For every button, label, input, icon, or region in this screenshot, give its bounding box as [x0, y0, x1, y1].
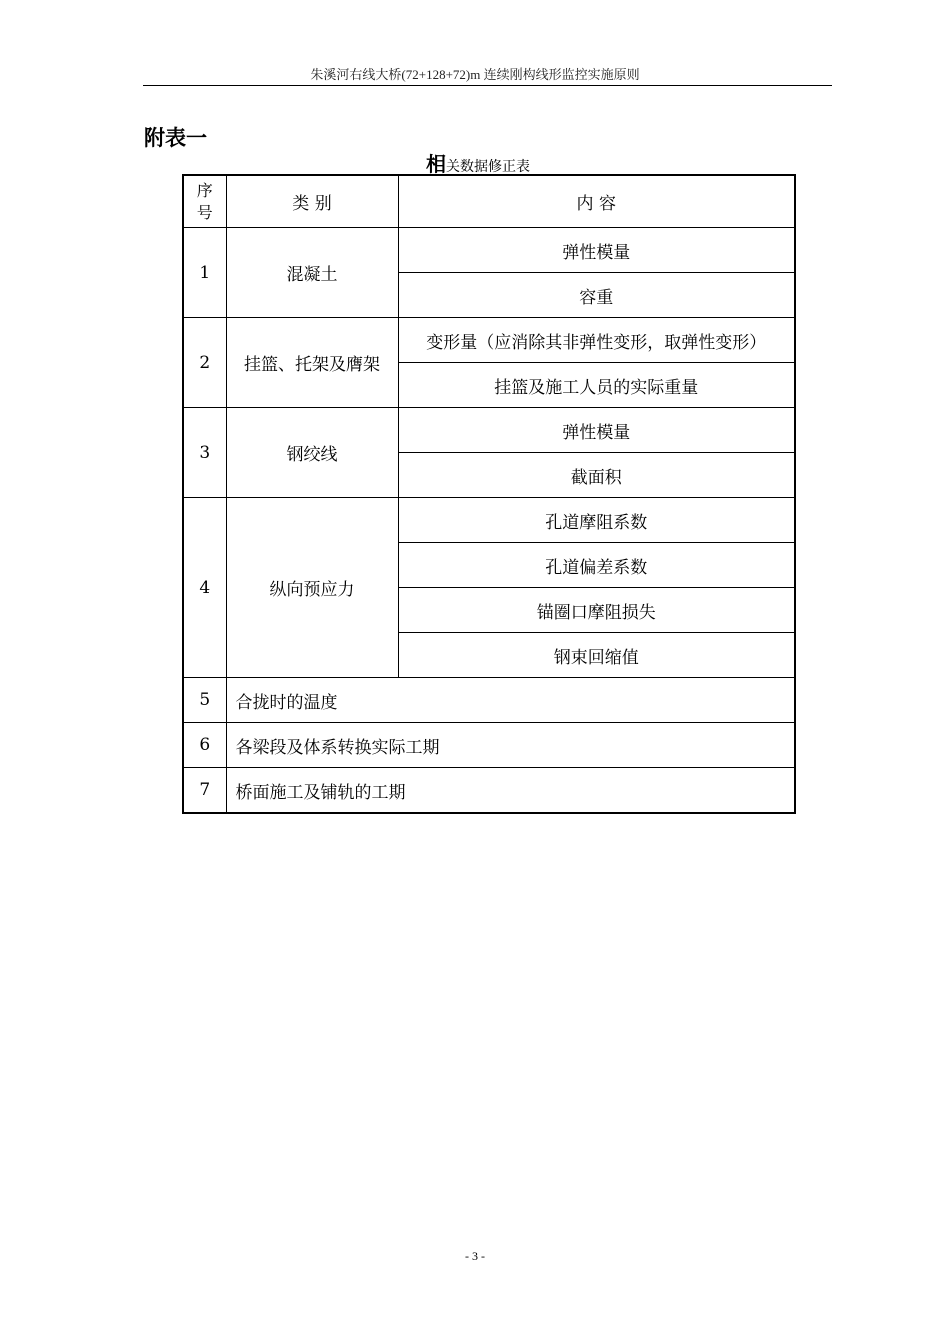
header-divider: [143, 85, 832, 86]
table-row: [183, 723, 795, 768]
row-item: 弹性模量: [398, 408, 795, 453]
header-category: 类 别: [226, 175, 398, 228]
appendix-title: 附表一: [144, 126, 207, 150]
row-seq: 7: [183, 768, 226, 814]
row-text: 各梁段及体系转换实际工期: [226, 723, 795, 768]
correction-table: [182, 174, 796, 814]
row-item: 孔道摩阻系数: [398, 498, 795, 543]
table-header-row: [183, 175, 795, 228]
table-row: [183, 498, 795, 543]
table-caption: [426, 148, 530, 177]
table-row: [183, 768, 795, 814]
row-category: 钢绞线: [226, 408, 398, 498]
header-seq: 序号: [183, 175, 226, 228]
table-caption-first-char: 相: [426, 152, 446, 176]
row-seq: 1: [183, 228, 226, 318]
table-row: [183, 318, 795, 363]
table-row: [183, 678, 795, 723]
table-row: [183, 228, 795, 273]
header-content: 内 容: [398, 175, 795, 228]
row-text: 桥面施工及铺轨的工期: [226, 768, 795, 814]
row-item: 挂篮及施工人员的实际重量: [398, 363, 795, 408]
row-seq: 6: [183, 723, 226, 768]
row-category: 挂篮、托架及膺架: [226, 318, 398, 408]
row-item: 变形量（应消除其非弹性变形，取弹性变形）: [398, 318, 795, 363]
row-category: 混凝土: [226, 228, 398, 318]
row-item: 弹性模量: [398, 228, 795, 273]
row-item: 钢束回缩值: [398, 633, 795, 678]
row-category: 纵向预应力: [226, 498, 398, 678]
row-item: 孔道偏差系数: [398, 543, 795, 588]
table-row: [183, 408, 795, 453]
row-text: 合拢时的温度: [226, 678, 795, 723]
page-number: - 3 -: [465, 1249, 485, 1263]
row-item: 截面积: [398, 453, 795, 498]
row-seq: 3: [183, 408, 226, 498]
row-seq: 5: [183, 678, 226, 723]
row-item: 容重: [398, 273, 795, 318]
table-caption-rest: 关数据修正表: [446, 159, 530, 175]
row-seq: 4: [183, 498, 226, 678]
running-header: 朱溪河右线大桥(72+128+72)m 连续刚构线形监控实施原则: [310, 67, 640, 82]
row-seq: 2: [183, 318, 226, 408]
row-item: 锚圈口摩阻损失: [398, 588, 795, 633]
